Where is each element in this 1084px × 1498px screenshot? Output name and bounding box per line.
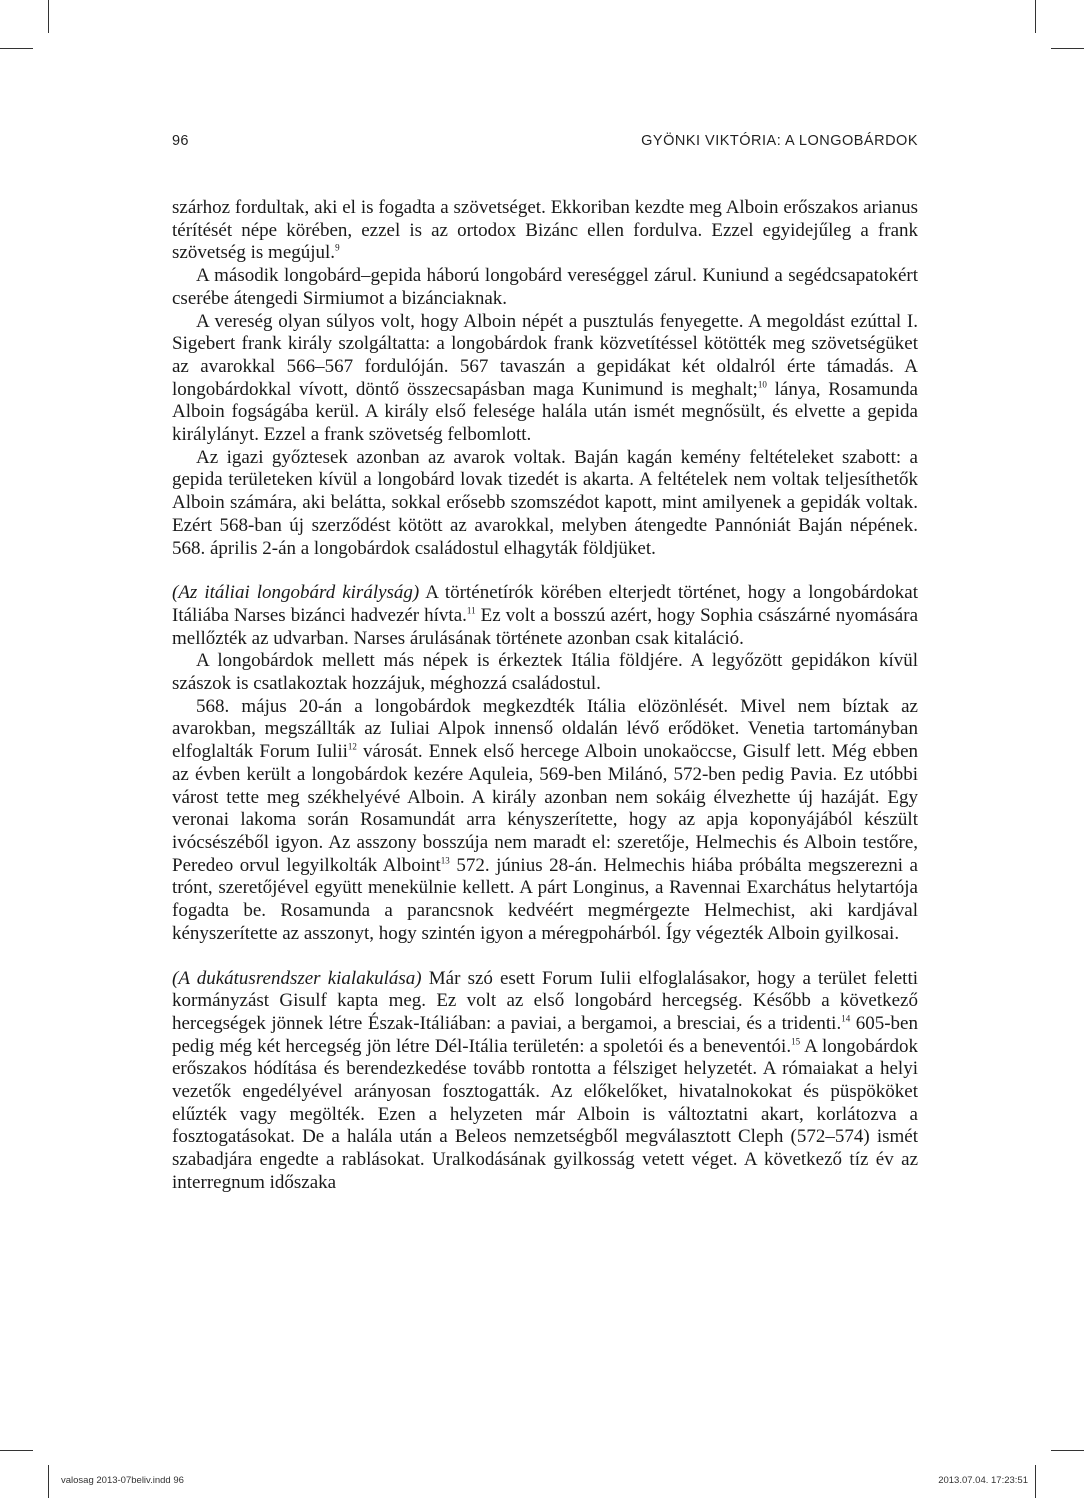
paragraph-text: A longobárdok erőszakos hódítása és berendezkedése tovább rontotta a félsziget helyzetét. A rómaiakat a helyi vezetők engedélyével arányosan fosztogatták. Az előkelőket, hivatalnokokat és püspököket elűzték vagy megölték. Ezen a helyzeten már Alboin is változtatni akart, korlátozva a fosztogatásokat. De a halála után a Beleos nemzetségből megválasztott Cleph (572–574) ismét szabadjára engedte a rablásokat. Uralkodásának gyilkosság vetett véget. A következő tíz év az interregnum időszaka: [172, 1035, 918, 1193]
page-number: 96: [172, 133, 189, 149]
footnote-ref: 9: [335, 243, 340, 254]
crop-mark: [48, 0, 49, 33]
slug-datetime: 2013.07.04. 17:23:51: [938, 1475, 1028, 1486]
paragraph-text: 572. június 28-án. Helmechis hiába próbálta megszerezni a trónt, szeretőjével együtt menekülnie kellett. A párt Longinus, a Ravennai Exarchátus helytartója fogadta be. Rosamunda a parancsnok kedvéért megmérgezte Helmechist, aki kardjával kényszerítette az asszonyt, hogy szintén igyon a méregpohárból. Így végezték Alboin gyilkosai.: [172, 854, 918, 944]
paragraph: [172, 696, 918, 946]
paragraph-text: 605-ben pedig még két hercegség jön létre Dél-Itália területén: a spoletói és a beneventói.: [172, 1012, 918, 1057]
crop-mark: [48, 1465, 49, 1498]
paragraph-text: városát. Ennek első hercege Alboin unokaöccse, Gisulf lett. Még ebben az évben került a longobárdok kezére Aquleia, 569-ben Milánó, 572-ben pedig Pavia. Ez utóbbi várost tette meg székhelyévé Alboin. A király azonban nem sokáig élvezhette új hazáját. Egy veronai lakoma során Rosamundát arra kényszerítette, hogy az apja koponyájából készült ivócsészéből igyon. Az asszony bosszúja nem maradt el: szeretője, Helmechis és Alboin testőre, Peredeo orvul legyilkolták Alboint: [172, 741, 918, 876]
paragraph-text: szárhoz fordultak, aki el is fogadta a szövetséget. Ekkoriban kezdte meg Alboin erőszakos arianus térítését népe körében, ezzel is az ortodox Bizánc ellen fordulva. Ezzel egyidejűleg a frank szövetség is megújul.: [172, 197, 918, 264]
body-text: [172, 197, 918, 1195]
paragraph-text: A történetírók körében elterjedt történet, hogy a longobárdokat Itáliába Narses bizánci hadvezér hívta.: [172, 582, 918, 626]
footnote-ref: 10: [757, 379, 767, 390]
footnote-ref: 14: [841, 1013, 851, 1024]
crop-mark: [1051, 48, 1084, 49]
slug-file: valosag 2013-07beliv.indd 96: [61, 1475, 184, 1486]
footnote-ref: 15: [791, 1036, 801, 1047]
section-heading: (Az itáliai longobárd királyság): [172, 582, 420, 604]
paragraph-text: A második longobárd–gepida háború longobárd vereséggel zárul. Kuniund a segédcsapatokért cserébe átengedi Sirmiumot a bizánciaknak.: [172, 265, 918, 309]
paragraph: [172, 311, 918, 447]
paragraph-text: Ez volt a bosszú azért, hogy Sophia császárné nyomására mellőzték az udvarban. Narses árulásának története azonban csak kitaláció.: [172, 604, 919, 649]
crop-mark: [0, 1450, 33, 1451]
crop-mark: [1035, 0, 1036, 33]
paragraph-text: Már szó esett Forum Iulii elfoglalásakor, hogy a terület feletti kormányzást Gisulf kapta meg. Ez volt az első longobárd hercegség. Később a következő hercegségek jönnek létre Észak-Itáliában: a paviai, a bergamoi, a bresciai, és a tridenti.: [172, 967, 919, 1034]
footnote-ref: 12: [347, 741, 357, 752]
footnote-ref: 11: [466, 605, 476, 616]
page-header: [172, 133, 918, 155]
paragraph-text: 568. május 20-án a longobárdok megkezdték Itália elözönlését. Mivel nem bíztak az avarokban, megszállták az Iuliai Alpok innenső oldalán lévő erődöket. Venetia tartományban elfoglalták Forum Iulii: [172, 695, 918, 763]
section-heading: (A dukátusrendszer kialakulása): [172, 967, 422, 989]
crop-mark: [0, 48, 33, 49]
footnote-ref: 13: [440, 855, 450, 866]
paragraph: [172, 265, 918, 310]
section-paragraph: [172, 582, 918, 650]
paragraph: [172, 197, 918, 265]
paragraph-text: lánya, Rosamunda Alboin fogságába kerül. A király első felesége halála után ismét megnősült, és elvette a gepida királylányt. Ezzel a frank szövetség felbomlott.: [172, 378, 918, 446]
crop-mark: [1051, 1450, 1084, 1451]
crop-mark: [1035, 1465, 1036, 1498]
section-paragraph: [172, 968, 918, 1195]
paragraph-text: A longobárdok mellett más népek is érkeztek Itália földjére. A legyőzött gepidákon kívül szászok is csatlakoztak hozzájuk, méghozzá családostul.: [172, 650, 918, 695]
paragraph: [172, 650, 918, 695]
paragraph-text: A vereség olyan súlyos volt, hogy Alboin népét a pusztulás fenyegette. A megoldást ezúttal I. Sigebert frank király szolgáltatta: a longobárdok frank közvetítéssel kötötték meg szövetségüket az avarokkal 566–567 fordulóján. 567 tavaszán a gepidákat két oldalról érte támadás. A longobárdokkal vívott, döntő összecsapásban maga Kunimund is meghalt;: [172, 310, 918, 400]
paragraph-text: Az igazi győztesek azonban az avarok voltak. Baján kagán kemény feltételeket szabott: a gepida területeken kívül a longobárd lovak tizedét is akarta. A feltételek nem voltak teljesíthetők Alboin számára, aki belátta, sokkal erősebb szomszédot kapott, mint amilyenek a gepidák voltak. Ezért 568-ban új szerződést kötött az avarokkal, melyben átengedte Pannóniát Baján népének. 568. április 2-án a longobárdok családostul elhagyták földjüket.: [172, 446, 918, 559]
running-head: GYÖNKI VIKTÓRIA: A LONGOBÁRDOK: [641, 133, 918, 149]
paragraph: [172, 447, 918, 561]
